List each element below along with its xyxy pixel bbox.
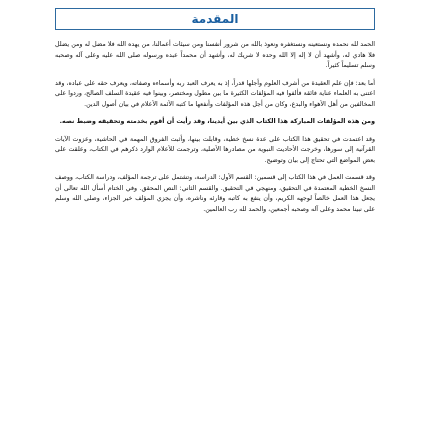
paragraph-1: الحمد لله نحمده ونستعينه ونستغفره ونعوذ بالله من شرور أنفسنا ومن سيئات أعمالنا، من يهده الله فلا مضل له ومن يضلل فلا هادي له، وأشهد أن لا إله إلا الله وحده لا شريك له، وأشهد أن محمداً عبده ورسوله صلى الله عليه وعلى آله وصحبه وسلم تسليماً كثيراً. [55,41,375,69]
page-title: المقدمة [191,12,239,26]
paragraph-5: وقد قسمت العمل في هذا الكتاب إلى قسمين: القسم الأول: الدراسة، وتشتمل على ترجمة المؤلف، ودراسة الكتاب، ووصف النسخ الخطية المعتمدة في التحقيق، ومنهجي في التحقيق. والقسم الثاني: النص المحقق. وفي الختام أسأل الله تعالى أن يجعل هذا العمل خالصاً لوجهه الكريم، وأن ينفع به كاتبه وقارئه وناشره، وأن يجزي المؤلف خير الجزاء، وصلى الله وسلم على نبينا محمد وعلى آله وصحبه أجمعين، والحمد لله رب العالمين. [55,174,375,213]
paragraph-3: ومن هذه المؤلفات المباركة هذا الكتاب الذي بين أيدينا، وقد رأيت أن أقوم بخدمته وتحقيقه وضبط نصه. [59,118,375,125]
title-frame [55,8,375,30]
paragraph-2: أما بعد: فإن علم العقيدة من أشرف العلوم وأجلها قدراً، إذ به يعرف العبد ربه وأسماءه وصفاته، ويعرف حقه على عباده، وقد اعتنى به العلماء عناية فائقة فألفوا فيه المؤلفات الكثيرة ما بين مطول ومختصر، وبينوا فيه عقيدة السلف الصالح، وردوا على المخالفين من أهل الأهواء والبدع، وكان من أجل هذه المؤلفات وأنفعها ما كتبه الأئمة الأعلام في بيان أصول الدين. [55,79,375,108]
paragraph-4: وقد اعتمدت في تحقيق هذا الكتاب على عدة نسخ خطية، وقابلت بينها، وأثبت الفروق المهمة في الحاشية، وعزوت الآيات القرآنية إلى سورها، وخرجت الأحاديث النبوية من مصادرها الأصلية، وترجمت للأعلام الوارد ذكرهم في الكتاب، وعلقت على بعض المواضع التي تحتاج إلى بيان وتوضيح. [55,135,375,164]
body-text [55,40,375,222]
